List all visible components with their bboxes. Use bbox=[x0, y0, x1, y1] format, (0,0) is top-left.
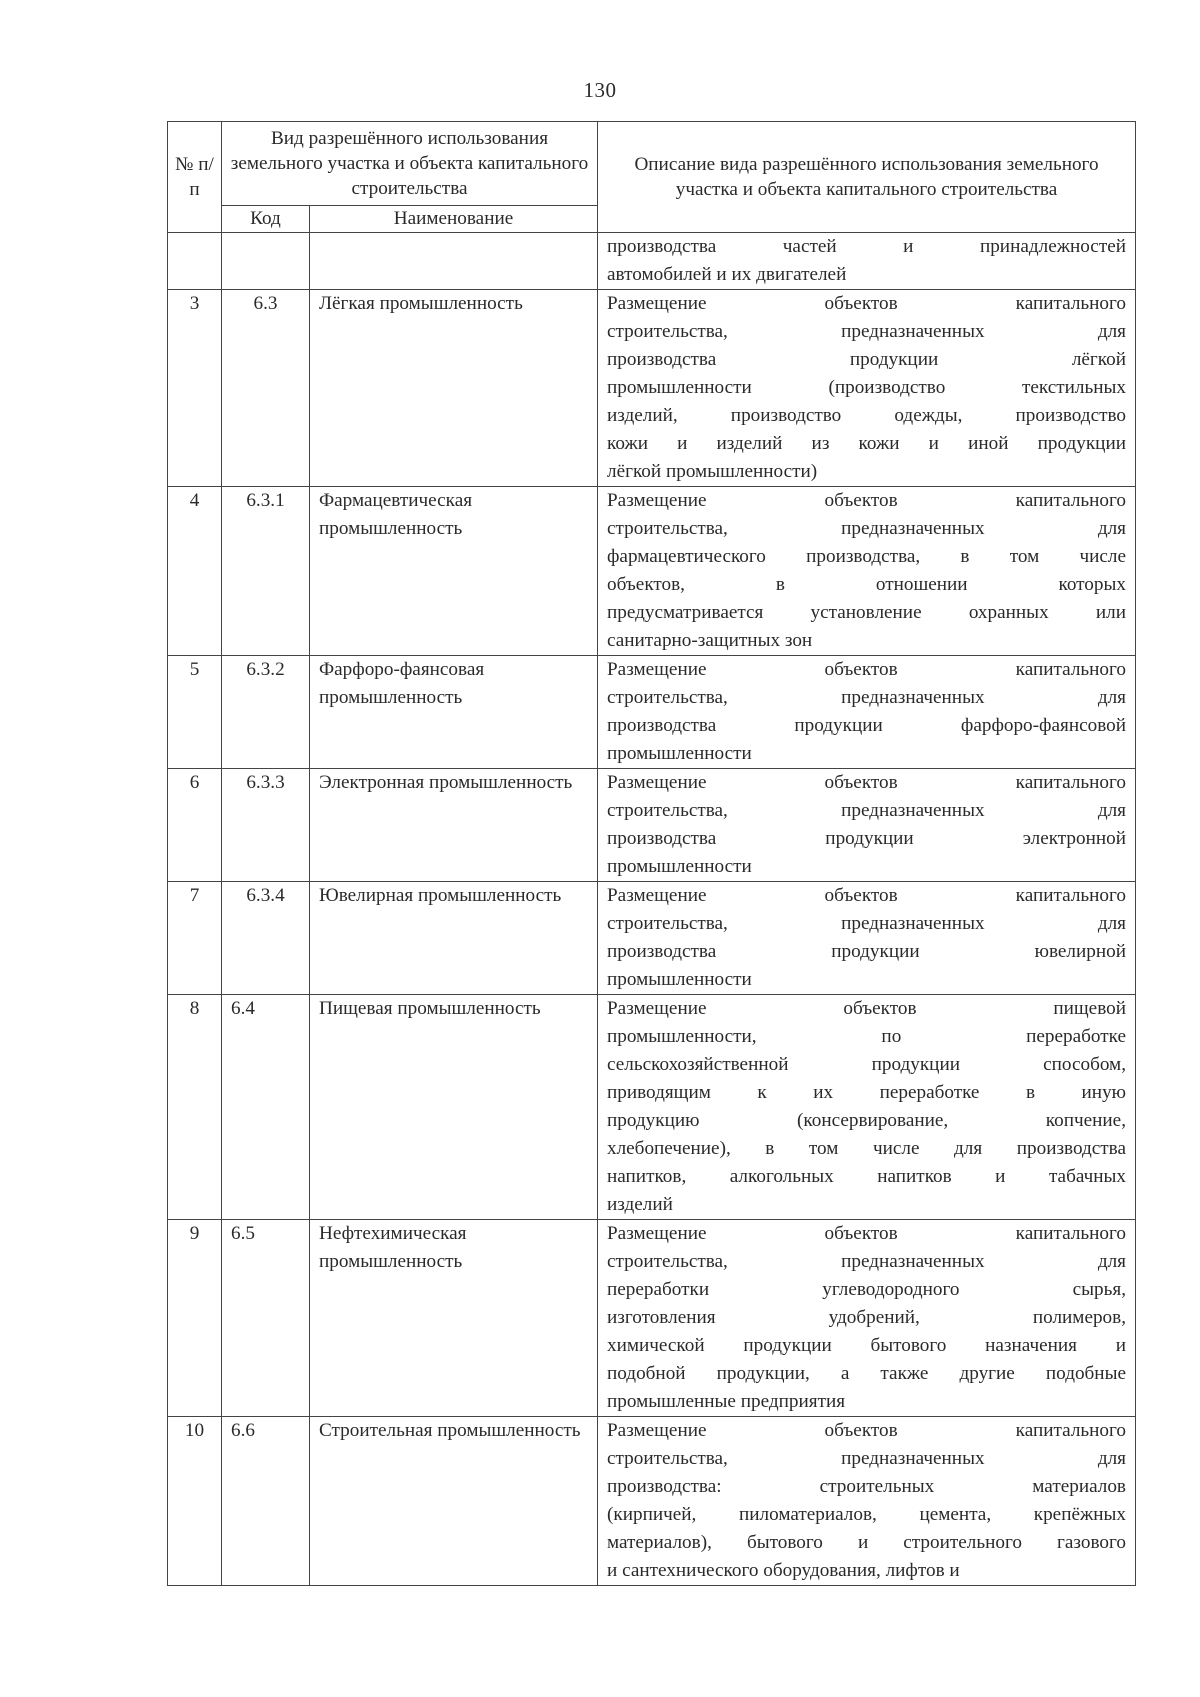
description-line: Размещение объектов капитального bbox=[607, 1420, 1126, 1441]
description-line: промышленности bbox=[607, 856, 752, 877]
table-row bbox=[168, 1417, 1136, 1586]
table-row bbox=[168, 995, 1136, 1220]
description-line: автомобилей и их двигателей bbox=[607, 264, 847, 285]
row-name: Фарфоро-фаянсовая промышленность bbox=[310, 656, 598, 769]
row-number bbox=[168, 233, 222, 290]
row-number: 10 bbox=[168, 1417, 222, 1586]
row-name: Электронная промышленность bbox=[310, 769, 598, 882]
description-line: изготовления удобрений, полимеров, bbox=[607, 1307, 1126, 1328]
description-line: строительства, предназначенных для bbox=[607, 913, 1126, 934]
description-line: промышленности bbox=[607, 743, 752, 764]
description-line: строительства, предназначенных для bbox=[607, 687, 1126, 708]
description-line: кожи и изделий из кожи и иной продукции bbox=[607, 433, 1126, 454]
description-line: лёгкой промышленности) bbox=[607, 461, 818, 482]
description-line: материалов), бытового и строительного газового bbox=[607, 1532, 1126, 1553]
row-code: 6.3.3 bbox=[222, 769, 310, 882]
description-line: строительства, предназначенных для bbox=[607, 800, 1126, 821]
land-use-table bbox=[167, 121, 1136, 1586]
table-row bbox=[168, 487, 1136, 656]
row-code: 6.3 bbox=[222, 290, 310, 487]
row-name: Пищевая промышленность bbox=[310, 995, 598, 1220]
table-body bbox=[168, 233, 1136, 1586]
row-code: 6.5 bbox=[222, 1220, 310, 1417]
table-row bbox=[168, 882, 1136, 995]
description-line: изделий bbox=[607, 1194, 673, 1215]
row-code: 6.3.1 bbox=[222, 487, 310, 656]
table-header-row bbox=[168, 122, 1136, 206]
description-line: хлебопечение), в том числе для производства bbox=[607, 1138, 1126, 1159]
description-line: производства частей и принадлежностей bbox=[607, 236, 1126, 257]
description-line: фармацевтического производства, в том числе bbox=[607, 546, 1126, 567]
row-name: Нефтехимическая промышленность bbox=[310, 1220, 598, 1417]
row-description bbox=[598, 769, 1136, 882]
page-number: 130 bbox=[583, 78, 617, 102]
row-description bbox=[598, 1220, 1136, 1417]
row-code: 6.4 bbox=[222, 995, 310, 1220]
description-line: производства продукции ювелирной bbox=[607, 941, 1126, 962]
description-line: предусматривается установление охранных или bbox=[607, 602, 1126, 623]
description-line: Размещение объектов капитального bbox=[607, 772, 1126, 793]
row-description bbox=[598, 290, 1136, 487]
row-description bbox=[598, 995, 1136, 1220]
description-line: строительства, предназначенных для bbox=[607, 518, 1126, 539]
row-description bbox=[598, 487, 1136, 656]
description-line: производства продукции лёгкой bbox=[607, 349, 1126, 370]
header-name: Наименование bbox=[310, 206, 598, 233]
row-number: 7 bbox=[168, 882, 222, 995]
table-row bbox=[168, 769, 1136, 882]
row-description bbox=[598, 1417, 1136, 1586]
description-line: промышленности, по переработке bbox=[607, 1026, 1126, 1047]
description-line: промышленные предприятия bbox=[607, 1391, 846, 1412]
description-line: строительства, предназначенных для bbox=[607, 321, 1126, 342]
row-code: 6.6 bbox=[222, 1417, 310, 1586]
row-description bbox=[598, 233, 1136, 290]
description-line: производства продукции фарфоро-фаянсовой bbox=[607, 715, 1126, 736]
row-number: 5 bbox=[168, 656, 222, 769]
row-number: 9 bbox=[168, 1220, 222, 1417]
header-description: Описание вида разрешённого использования земельного участка и объекта капитального строительства bbox=[598, 122, 1136, 233]
description-line: объектов, в отношении которых bbox=[607, 574, 1126, 595]
header-kind-group: Вид разрешённого использования земельного участка и объекта капитального строительства bbox=[222, 122, 598, 206]
row-code: 6.3.4 bbox=[222, 882, 310, 995]
row-description bbox=[598, 882, 1136, 995]
table-row bbox=[168, 656, 1136, 769]
description-line: Размещение объектов капитального bbox=[607, 490, 1126, 511]
row-name: Фармацевтическая промышленность bbox=[310, 487, 598, 656]
description-line: производства: строительных материалов bbox=[607, 1476, 1126, 1497]
table-row bbox=[168, 1220, 1136, 1417]
description-line: продукцию (консервирование, копчение, bbox=[607, 1110, 1126, 1131]
table-row bbox=[168, 290, 1136, 487]
description-line: химической продукции бытового назначения и bbox=[607, 1335, 1126, 1356]
description-line: строительства, предназначенных для bbox=[607, 1448, 1126, 1469]
row-code: 6.3.2 bbox=[222, 656, 310, 769]
description-line: промышленности (производство текстильных bbox=[607, 377, 1126, 398]
description-line: Размещение объектов пищевой bbox=[607, 998, 1126, 1019]
description-line: переработки углеводородного сырья, bbox=[607, 1279, 1126, 1300]
row-number: 3 bbox=[168, 290, 222, 487]
row-name: Лёгкая промышленность bbox=[310, 290, 598, 487]
description-line: промышленности bbox=[607, 969, 752, 990]
header-num: № п/п bbox=[168, 122, 222, 233]
description-line: производства продукции электронной bbox=[607, 828, 1126, 849]
description-line: сельскохозяйственной продукции способом, bbox=[607, 1054, 1126, 1075]
description-line: Размещение объектов капитального bbox=[607, 659, 1126, 680]
description-line: напитков, алкогольных напитков и табачных bbox=[607, 1166, 1126, 1187]
description-line: подобной продукции, а также другие подобные bbox=[607, 1363, 1126, 1384]
row-number: 8 bbox=[168, 995, 222, 1220]
description-line: санитарно-защитных зон bbox=[607, 630, 813, 651]
row-code bbox=[222, 233, 310, 290]
row-number: 6 bbox=[168, 769, 222, 882]
header-code: Код bbox=[222, 206, 310, 233]
description-line: строительства, предназначенных для bbox=[607, 1251, 1126, 1272]
description-line: Размещение объектов капитального bbox=[607, 293, 1126, 314]
description-line: (кирпичей, пиломатериалов, цемента, крепёжных bbox=[607, 1504, 1126, 1525]
row-name bbox=[310, 233, 598, 290]
row-name: Ювелирная промышленность bbox=[310, 882, 598, 995]
table-row bbox=[168, 233, 1136, 290]
description-line: изделий, производство одежды, производство bbox=[607, 405, 1126, 426]
description-line: приводящим к их переработке в иную bbox=[607, 1082, 1126, 1103]
description-line: и сантехнического оборудования, лифтов и bbox=[607, 1560, 960, 1581]
description-line: Размещение объектов капитального bbox=[607, 1223, 1126, 1244]
row-description bbox=[598, 656, 1136, 769]
row-number: 4 bbox=[168, 487, 222, 656]
description-line: Размещение объектов капитального bbox=[607, 885, 1126, 906]
row-name: Строительная промышленность bbox=[310, 1417, 598, 1586]
